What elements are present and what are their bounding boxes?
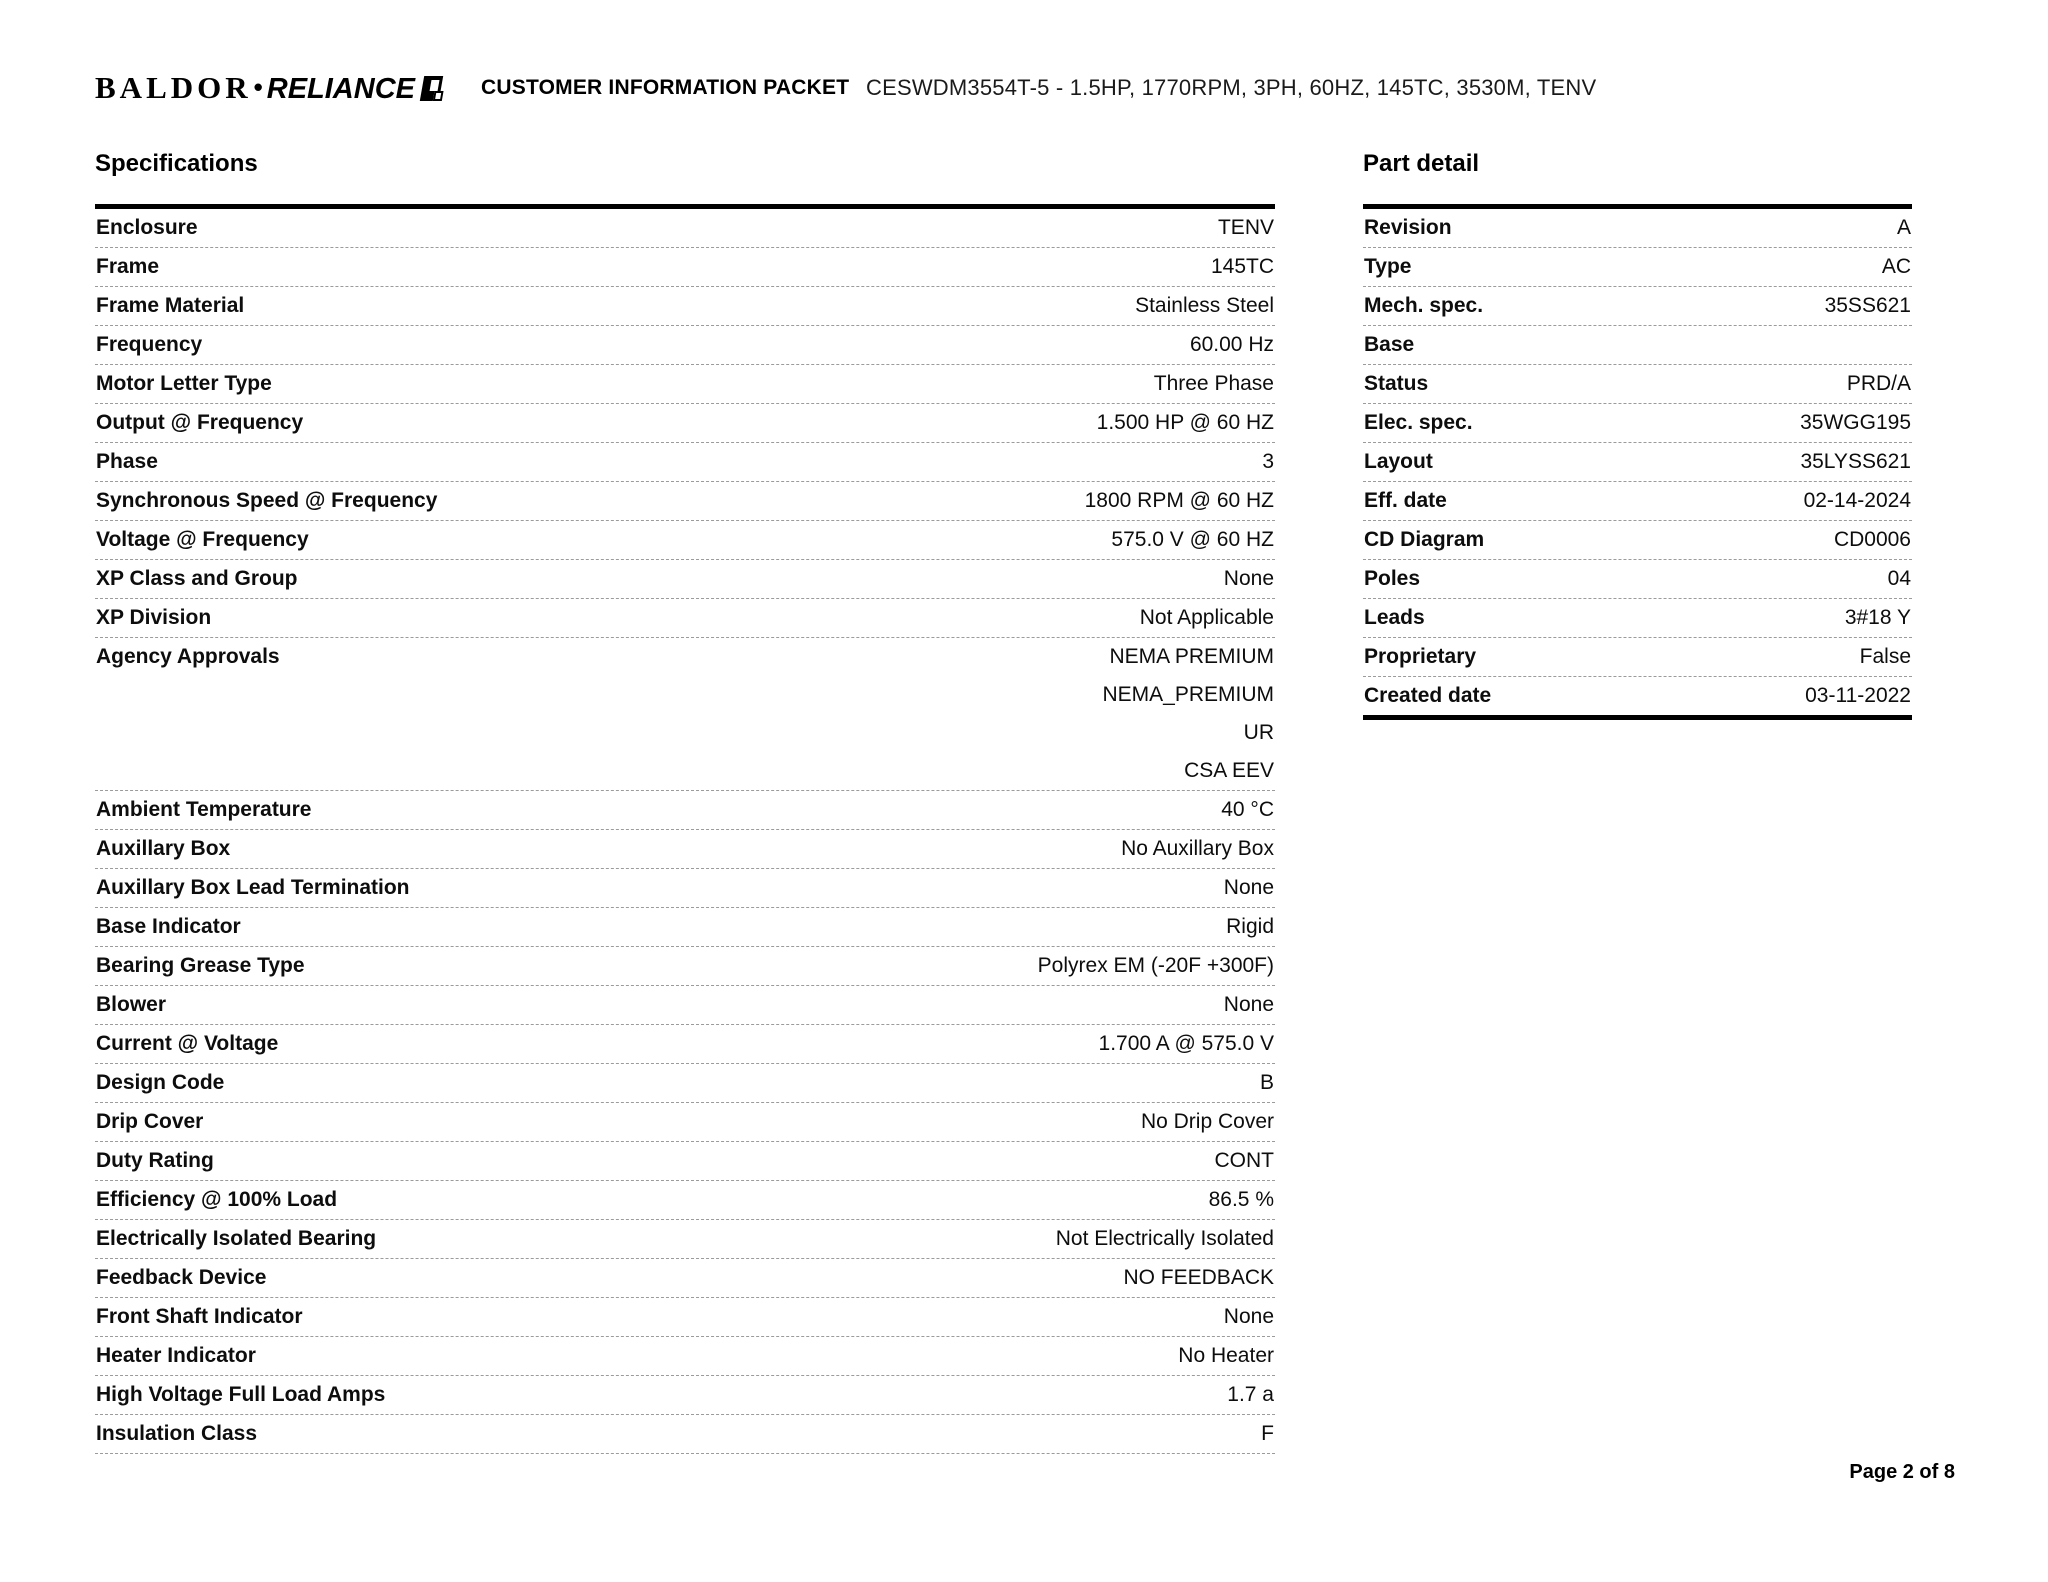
- part-row: [1363, 326, 1912, 365]
- baldor-reliance-logo: [95, 70, 441, 106]
- part-row-label: Created date: [1364, 684, 1492, 707]
- spec-row: [95, 638, 1275, 791]
- spec-row: [95, 1298, 1275, 1337]
- spec-row: [95, 869, 1275, 908]
- part-row-value-line: 35SS621: [1824, 294, 1911, 317]
- spec-row: [95, 947, 1275, 986]
- spec-row-value: [1224, 876, 1274, 900]
- spec-row-value-line: 3: [1262, 450, 1274, 473]
- logo-baldor-text: BALDOR: [95, 70, 252, 105]
- spec-row-value: [1190, 333, 1274, 357]
- part-row-value-line: AC: [1881, 255, 1911, 278]
- part-row-value-line: PRD/A: [1846, 372, 1911, 395]
- spec-row-value: [1123, 1266, 1274, 1290]
- spec-row-value-line: Rigid: [1226, 915, 1274, 938]
- part-row: [1363, 443, 1912, 482]
- spec-row-label: Enclosure: [96, 216, 198, 239]
- spec-row-value-line: NO FEEDBACK: [1123, 1266, 1274, 1289]
- part-row-value: [1897, 216, 1911, 240]
- part-row: [1363, 599, 1912, 638]
- spec-row-value-line: F: [1261, 1422, 1274, 1445]
- part-row-label: Elec. spec.: [1364, 411, 1473, 434]
- spec-row: [95, 443, 1275, 482]
- spec-row-value: [1097, 411, 1274, 435]
- spec-row-value-line: Stainless Steel: [1135, 294, 1274, 317]
- spec-row-label: Agency Approvals: [96, 645, 280, 668]
- part-detail-table: [1363, 204, 1912, 720]
- spec-row: [95, 248, 1275, 287]
- spec-row-value-line: 575.0 V @ 60 HZ: [1111, 528, 1274, 551]
- spec-row: [95, 1220, 1275, 1259]
- spec-row-label: Current @ Voltage: [96, 1032, 279, 1055]
- spec-row-label: Drip Cover: [96, 1110, 204, 1133]
- spec-row-label: Frame Material: [96, 294, 245, 317]
- spec-row-label: Design Code: [96, 1071, 225, 1094]
- spec-row-value: [1224, 1305, 1274, 1329]
- spec-row-value: [1211, 255, 1274, 279]
- spec-row-value: [1085, 489, 1274, 513]
- part-detail-title: Part detail: [1363, 150, 1480, 177]
- part-row: [1363, 209, 1912, 248]
- spec-row: [95, 599, 1275, 638]
- spec-row-label: Auxillary Box: [96, 837, 231, 860]
- part-row-value-line: 35WGG195: [1800, 411, 1911, 434]
- spec-row-value: [1111, 528, 1274, 552]
- part-row: [1363, 677, 1912, 715]
- spec-row-value: [1038, 954, 1274, 978]
- spec-row-label: High Voltage Full Load Amps: [96, 1383, 386, 1406]
- spec-row-label: Duty Rating: [96, 1149, 214, 1172]
- spec-row-value-line: None: [1223, 993, 1274, 1016]
- spec-row-value-line: Three Phase: [1153, 372, 1274, 395]
- spec-row: [95, 482, 1275, 521]
- spec-row-value-line: NEMA PREMIUM: [1109, 645, 1274, 668]
- spec-row-value: [1121, 837, 1274, 861]
- spec-row: [95, 1259, 1275, 1298]
- spec-row-value-line: No Drip Cover: [1140, 1110, 1274, 1133]
- part-row: [1363, 482, 1912, 521]
- part-row-value: [1860, 645, 1911, 669]
- spec-row-value: [1056, 1227, 1274, 1251]
- spec-row-label: Base Indicator: [96, 915, 241, 938]
- spec-row: [95, 326, 1275, 365]
- spec-row-value: [1260, 1071, 1274, 1095]
- part-row-value: [1888, 567, 1911, 591]
- spec-row-label: XP Class and Group: [96, 567, 298, 590]
- part-row-value: [1800, 450, 1911, 474]
- part-row-value-line: A: [1896, 216, 1911, 239]
- spec-row-value: [1102, 645, 1274, 783]
- spec-row-value: [1154, 372, 1274, 396]
- spec-row-value: [1099, 1032, 1274, 1056]
- part-row: [1363, 404, 1912, 443]
- part-row-value: [1845, 606, 1911, 630]
- spec-row: [95, 1376, 1275, 1415]
- specifications-title: Specifications: [95, 150, 258, 177]
- part-row: [1363, 521, 1912, 560]
- spec-row: [95, 1415, 1275, 1454]
- part-row-label: Status: [1364, 372, 1429, 395]
- spec-row-value: [1178, 1344, 1274, 1368]
- part-row-value-line: 04: [1887, 567, 1911, 590]
- spec-row-label: Auxillary Box Lead Termination: [96, 876, 410, 899]
- spec-row: [95, 791, 1275, 830]
- part-row-value: [1825, 294, 1911, 318]
- logo-dot-separator: •: [253, 72, 263, 102]
- document-title: CUSTOMER INFORMATION PACKET: [481, 76, 850, 99]
- spec-row-value-line: Not Electrically Isolated: [1055, 1227, 1274, 1250]
- spec-row-label: Voltage @ Frequency: [96, 528, 309, 551]
- spec-row-value-line: None: [1223, 567, 1274, 590]
- spec-row: [95, 365, 1275, 404]
- spec-row: [95, 404, 1275, 443]
- part-detail-section: [1363, 150, 1912, 720]
- spec-row: [95, 830, 1275, 869]
- spec-row-label: Ambient Temperature: [96, 798, 312, 821]
- part-row: [1363, 365, 1912, 404]
- part-row-label: Type: [1364, 255, 1412, 278]
- spec-row-value-line: None: [1223, 876, 1274, 899]
- specifications-table: [95, 204, 1275, 1454]
- part-row-label: Mech. spec.: [1364, 294, 1484, 317]
- spec-row-label: Heater Indicator: [96, 1344, 256, 1367]
- part-row-label: Proprietary: [1364, 645, 1477, 668]
- spec-row-value: [1261, 1422, 1274, 1446]
- spec-row-value-line: None: [1223, 1305, 1274, 1328]
- logo-reliance-text: RELIANCE: [266, 73, 415, 105]
- spec-row-label: Synchronous Speed @ Frequency: [96, 489, 438, 512]
- spec-row-label: Blower: [96, 993, 167, 1016]
- part-row: [1363, 560, 1912, 599]
- spec-row-value: [1218, 216, 1274, 240]
- spec-row-label: Electrically Isolated Bearing: [96, 1227, 377, 1250]
- part-row-value: [1847, 372, 1911, 396]
- page-header: [0, 0, 2048, 120]
- spec-row-value: [1226, 915, 1274, 939]
- part-row-value-line: 03-11-2022: [1805, 684, 1911, 707]
- spec-row-label: Frame: [96, 255, 160, 278]
- spec-row: [95, 1103, 1275, 1142]
- spec-row-value-line: No Auxillary Box: [1121, 837, 1274, 860]
- spec-row-value-line: 1.500 HP @ 60 HZ: [1096, 411, 1274, 434]
- spec-row-label: XP Division: [96, 606, 212, 629]
- part-row-value-line: CD0006: [1833, 528, 1911, 551]
- part-row-label: Layout: [1364, 450, 1433, 473]
- specifications-section: [95, 150, 1275, 1454]
- spec-row-value-line: CONT: [1214, 1149, 1274, 1172]
- spec-row: [95, 1337, 1275, 1376]
- spec-row: [95, 986, 1275, 1025]
- spec-row-value: [1135, 294, 1274, 318]
- part-row-label: Base: [1364, 333, 1415, 356]
- part-row-label: Poles: [1364, 567, 1421, 590]
- spec-row-value-line: TENV: [1217, 216, 1274, 239]
- spec-row-value: [1224, 993, 1274, 1017]
- spec-row-value-line: NEMA_PREMIUM: [1102, 683, 1274, 706]
- spec-row-value: [1209, 1188, 1274, 1212]
- spec-row-label: Output @ Frequency: [96, 411, 304, 434]
- part-row-label: CD Diagram: [1364, 528, 1485, 551]
- spec-row: [95, 1025, 1275, 1064]
- part-row: [1363, 638, 1912, 677]
- spec-row-value: [1221, 798, 1274, 822]
- spec-row-value-line: Polyrex EM (-20F +300F): [1037, 954, 1274, 977]
- spec-row-value: [1140, 606, 1274, 630]
- spec-row: [95, 908, 1275, 947]
- spec-row-value-line: No Heater: [1178, 1344, 1274, 1367]
- spec-row-value-line: 1800 RPM @ 60 HZ: [1084, 489, 1274, 512]
- spec-row-label: Feedback Device: [96, 1266, 267, 1289]
- spec-row-label: Frequency: [96, 333, 203, 356]
- part-row-value-line: False: [1859, 645, 1911, 668]
- spec-row-value: [1262, 450, 1274, 474]
- spec-row-value-line: 86.5 %: [1208, 1188, 1274, 1211]
- spec-row-label: Efficiency @ 100% Load: [96, 1188, 338, 1211]
- spec-row-value-line: CSA EEV: [1184, 759, 1274, 782]
- part-row-value-line: 3#18 Y: [1844, 606, 1911, 629]
- part-row-value: [1805, 684, 1911, 708]
- spec-row-value-line: 145TC: [1210, 255, 1274, 278]
- spec-row-label: Phase: [96, 450, 158, 473]
- spec-row: [95, 287, 1275, 326]
- part-row-value: [1882, 255, 1911, 279]
- spec-row-label: Insulation Class: [96, 1422, 258, 1445]
- spec-row-value: [1215, 1149, 1275, 1173]
- spec-row: [95, 560, 1275, 599]
- part-row: [1363, 287, 1912, 326]
- part-row-value-line: 02-14-2024: [1803, 489, 1911, 512]
- spec-row: [95, 209, 1275, 248]
- part-row-label: Revision: [1364, 216, 1452, 239]
- part-row-value: [1901, 333, 1911, 357]
- spec-row-label: Bearing Grease Type: [96, 954, 305, 977]
- spec-row-value: [1227, 1383, 1274, 1407]
- spec-row-value: [1141, 1110, 1274, 1134]
- spec-row-label: Front Shaft Indicator: [96, 1305, 303, 1328]
- spec-row: [95, 1142, 1275, 1181]
- spec-row: [95, 1181, 1275, 1220]
- spec-row-value-line: B: [1259, 1071, 1274, 1094]
- part-row-label: Eff. date: [1364, 489, 1447, 512]
- page-number: Page 2 of 8: [1849, 1461, 1955, 1483]
- spec-row-value: [1224, 567, 1274, 591]
- registered-mark-icon: [420, 76, 443, 101]
- part-row-value: [1804, 489, 1911, 513]
- part-row-value: [1834, 528, 1911, 552]
- part-row: [1363, 248, 1912, 287]
- spec-row-value-line: UR: [1243, 721, 1274, 744]
- spec-row-value-line: Not Applicable: [1139, 606, 1274, 629]
- spec-row-value-line: 60.00 Hz: [1189, 333, 1274, 356]
- part-row-value-line: 35LYSS621: [1800, 450, 1911, 473]
- spec-row-value-line: 1.700 A @ 575.0 V: [1098, 1032, 1274, 1055]
- part-number-subtitle: CESWDM3554T-5 - 1.5HP, 1770RPM, 3PH, 60HZ, 145TC, 3530M, TENV: [866, 75, 1597, 100]
- spec-row: [95, 521, 1275, 560]
- spec-row-value-line: 40 °C: [1221, 798, 1274, 821]
- spec-row-label: Motor Letter Type: [96, 372, 272, 395]
- spec-row: [95, 1064, 1275, 1103]
- spec-row-value-line: 1.7 a: [1227, 1383, 1274, 1406]
- part-row-value: [1800, 411, 1911, 435]
- part-row-label: Leads: [1364, 606, 1425, 629]
